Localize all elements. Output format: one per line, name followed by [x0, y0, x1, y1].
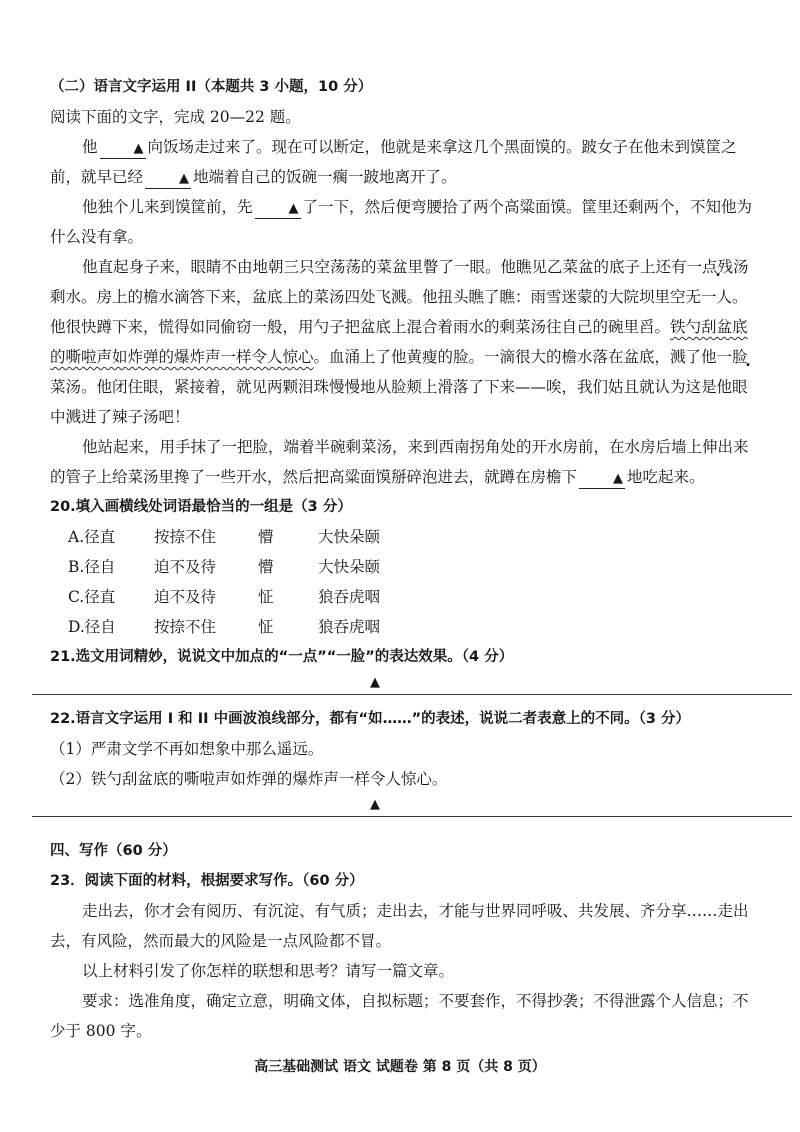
text: 他直起身子来，眼睛不由地朝三只空荡荡的菜盆里瞥了一眼。他瞧见乙菜盆的底子上还有: [82, 258, 687, 276]
question-22-answer-line: [50, 794, 762, 822]
question-21-stem: 21.选文用词精妙，说说文中加点的“一点”“一脸”的表达效果。（4 分）: [50, 649, 514, 665]
question-22-stem: 22.语言文字运用 I 和 II 中画波浪线部分，都有“如……”的表述，说说二者表意上的不同。（3 分）: [50, 711, 691, 727]
option-row-c: [68, 582, 762, 612]
question-22-item-2: （2）铁勺刮盆底的嘶啦声如炸弹的爆炸声一样令人惊心。: [50, 770, 448, 788]
answer-blank: ▲: [579, 470, 625, 489]
text: 他: [82, 138, 98, 156]
text: 地吃起来。: [627, 468, 705, 486]
option-word: 怔: [258, 618, 274, 636]
text: 了一下，然后便弯腰拾了两个高粱面馍。筐里还剩两个，不知他为什么没有拿。: [50, 198, 753, 246]
passage-paragraph-3: [50, 252, 762, 432]
section2-title: （二）语言文字运用 II（本题共 3 小题，10 分）: [50, 79, 373, 95]
page-content: [50, 72, 762, 1046]
passage-paragraph-1: [50, 132, 762, 192]
answer-marker: ▲: [370, 797, 380, 812]
question-23-stem: 23．阅读下面的材料，根据要求写作。（60 分）: [50, 873, 364, 889]
text: 他站起来，用手抹了一把脸，端着半碗剩菜汤，来到西南拐角处的开水房前，在水房后墙上伸出来的管子上给菜汤里搀了一些开水，然后把高粱面馍掰碎泡进去，就蹲在房檐下: [50, 438, 749, 486]
option-word: 怔: [258, 588, 274, 606]
question-23-requirements: 要求：选准角度，确定立意，明确文体，自拟标题；不要套作，不得抄袭；不得泄露个人信息；不少于 800 字。: [50, 992, 749, 1040]
text: 地端着自己的饭碗一瘸一跛地离开了。: [193, 168, 457, 186]
option-row-a: [68, 522, 762, 552]
answer-blank: ▲: [255, 200, 301, 219]
question-20-stem: 20.填入画横线处词语最恰当的一组是（3 分）: [50, 499, 352, 515]
option-word: 大快朵颐: [318, 528, 381, 546]
wavy-underlined-sentence: 铁勺刮盆底的嘶啦声如炸弹的爆炸声一样令人惊心: [50, 318, 748, 366]
text: 他独个儿来到馍筐前，先: [82, 198, 253, 216]
question-21-answer-line: [50, 672, 762, 700]
answer-blank: ▲: [145, 170, 191, 189]
passage-paragraph-4: [50, 432, 762, 492]
option-label: B.径自: [68, 558, 116, 576]
instruction: 阅读下面的文字，完成 20—22 题。: [50, 108, 301, 126]
option-word: 迫不及待: [154, 588, 217, 606]
option-label: A.径直: [68, 528, 116, 546]
text: 残汤剩水。房上的檐水滴答下来，盆底上的菜汤四处飞溅。他扭头瞧了瞧：雨雪迷蒙的大院坝里空无一人。他很快蹲下来，慌得如同偷窃一般，用勺子把盆底上混合着雨水的剩菜汤往自己的碗里舀。: [50, 258, 749, 336]
question-23-material: 走出去，你才会有阅历、有沉淀、有气质；走出去，才能与世界同呼吸、共发展、齐分享……走出去，有风险，然而最大的风险是一点风险都不冒。: [50, 902, 749, 950]
option-word: 按捺不住: [154, 528, 217, 546]
option-word: 大快朵颐: [318, 558, 381, 576]
passage-paragraph-2: [50, 192, 762, 252]
option-word: 狼吞虎咽: [318, 618, 381, 636]
divider: [32, 816, 792, 817]
text: 向饭场走过来了。现在可以断定，他就是来拿这几个黑面馍的。跛女子在他未到馍筐之前，就早已经: [50, 138, 737, 186]
option-row-d: [68, 612, 762, 642]
text: 菜汤。他闭住眼，紧接着，就见两颗泪珠慢慢地从脸颊上滑落了下来——唉，我们姑且就认为这是他眼中溅进了辣子汤吧！: [50, 378, 748, 426]
dotted-word-yilian: 一脸: [716, 348, 748, 366]
divider: [32, 694, 792, 695]
question-20-options: [68, 522, 762, 642]
option-word: 懵: [258, 528, 274, 546]
question-22-item-1: （1）严肃文学不再如想象中那么遥远。: [50, 740, 324, 758]
option-label: C.径直: [68, 588, 116, 606]
option-word: 狼吞虎咽: [318, 588, 381, 606]
section4-title: 四、写作（60 分）: [50, 843, 177, 859]
question-23-prompt: 以上材料引发了你怎样的联想和思考？请写一篇文章。: [82, 962, 455, 980]
page-footer: 高三基础测试 语文 试题卷 第 8 页（共 8 页）: [254, 1059, 546, 1075]
dotted-word-yidian: 一点: [686, 258, 718, 276]
option-word: 懵: [258, 558, 274, 576]
answer-blank: ▲: [100, 140, 146, 159]
option-label: D.径自: [68, 618, 116, 636]
answer-marker: ▲: [370, 675, 380, 690]
option-word: 按捺不住: [154, 618, 217, 636]
option-row-b: [68, 552, 762, 582]
option-word: 迫不及待: [154, 558, 217, 576]
text: 。血涌上了他黄瘦的脸。一滴很大的檐水落在盆底，溅了他: [313, 348, 717, 366]
